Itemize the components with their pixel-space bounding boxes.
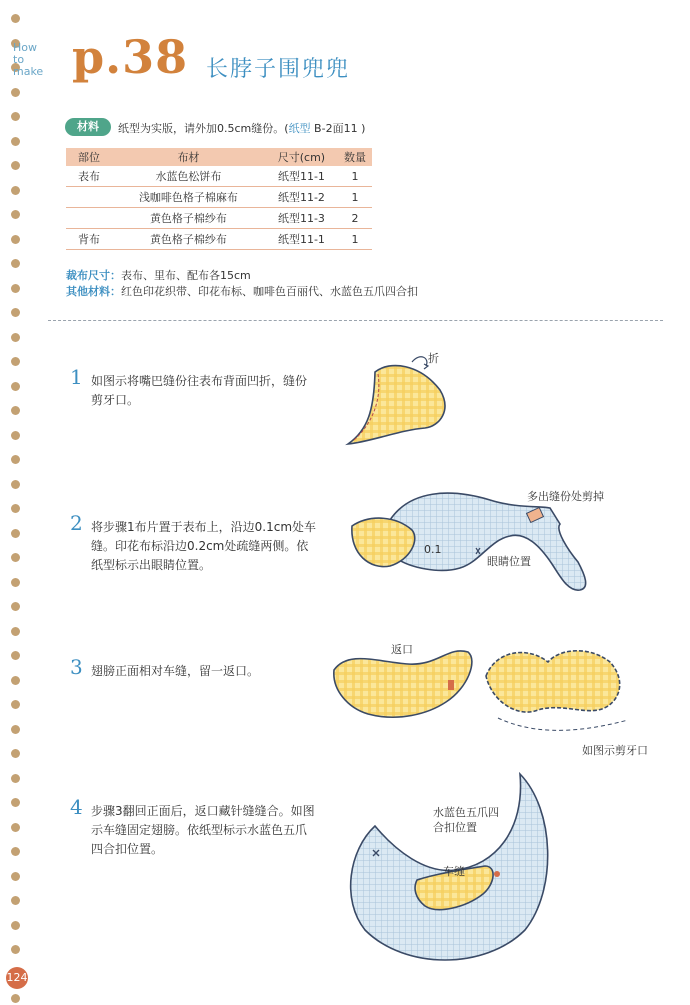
- cell-part: [66, 187, 112, 208]
- binding-dots: [11, 0, 25, 1005]
- page-number: 124: [6, 967, 28, 989]
- binding-dot: [11, 259, 20, 268]
- cell-size: 纸型11-1: [265, 166, 338, 187]
- table-row: [66, 229, 372, 250]
- binding-dot: [11, 823, 20, 832]
- step-1-illustration: [330, 350, 490, 460]
- binding-dot: [11, 137, 20, 146]
- cell-size: 纸型11-3: [265, 208, 338, 229]
- binding-dot: [11, 676, 20, 685]
- step-text: 步骤3翻回正面后，返口藏针缝缝合。如图示车缝固定翅膀。依纸型标示水蓝色五爪四合扣位置。: [91, 804, 315, 856]
- cell-qty: 1: [338, 187, 372, 208]
- binding-dot: [11, 382, 20, 391]
- cut-size-line: [66, 268, 418, 284]
- cell-part: 背布: [66, 229, 112, 250]
- binding-dot: [11, 480, 20, 489]
- cell-fabric: 黄色格子棉纱布: [112, 229, 265, 250]
- binding-dot: [11, 774, 20, 783]
- binding-dot: [11, 700, 20, 709]
- table-row: [66, 208, 372, 229]
- cell-fabric: 水蓝色松饼布: [112, 166, 265, 187]
- binding-dot: [11, 284, 20, 293]
- materials-note: [118, 120, 365, 136]
- cell-qty: 2: [338, 208, 372, 229]
- section-divider: [48, 320, 663, 321]
- binding-dot: [11, 186, 20, 195]
- binding-dot: [11, 578, 20, 587]
- note-prefix: 纸型为实版，请外加0.5cm缝份。(: [118, 122, 289, 135]
- materials-badge: 材料: [65, 118, 111, 136]
- table-row: [66, 166, 372, 187]
- seam-label: 0.1: [424, 543, 442, 556]
- cell-size: 纸型11-1: [265, 229, 338, 250]
- binding-dot: [11, 431, 20, 440]
- return-opening-label: 返口: [391, 643, 413, 656]
- table-header-row: [66, 148, 372, 166]
- notch-label: 如图示剪牙口: [582, 744, 648, 757]
- other-materials-label: 其他材料：: [66, 285, 121, 298]
- binding-dot: [11, 872, 20, 881]
- binding-dot: [11, 504, 20, 513]
- table-row: [66, 187, 372, 208]
- binding-dot: [11, 553, 20, 562]
- cell-qty: 1: [338, 166, 372, 187]
- cut-extra-label: 多出缝份处剪掉: [527, 490, 604, 503]
- cut-size-text: 表布、里布、配布各15cm: [121, 269, 251, 282]
- cell-part: 表布: [66, 166, 112, 187]
- binding-dot: [11, 235, 20, 244]
- binding-dot: [11, 749, 20, 758]
- binding-dot: [11, 847, 20, 856]
- note-pattern: 纸型: [288, 122, 311, 135]
- col-header: 布材: [112, 148, 265, 166]
- step-4: [70, 795, 317, 859]
- binding-dot: [11, 994, 20, 1003]
- page-reference: p.38: [72, 30, 189, 84]
- binding-dot: [11, 455, 20, 464]
- col-header: 尺寸(cm): [265, 148, 338, 166]
- note-suffix: B-2面11 ): [310, 122, 366, 135]
- step-3-illustration: [328, 640, 648, 745]
- step-3: [70, 655, 317, 681]
- how-to-make-label: How to make: [13, 41, 44, 78]
- page-title: 长脖子围兜兜: [206, 57, 351, 82]
- step-1: [70, 365, 317, 410]
- step-text: 翅膀正面相对车缝，留一返口。: [91, 664, 260, 678]
- col-header: 数量: [338, 148, 372, 166]
- other-materials-line: [66, 284, 418, 300]
- binding-dot: [11, 627, 20, 636]
- eye-position-label: 眼睛位置: [487, 555, 531, 568]
- fold-label: 折: [428, 352, 439, 365]
- binding-dot: [11, 112, 20, 121]
- binding-dot: [11, 333, 20, 342]
- step-number: 4: [70, 795, 83, 819]
- binding-dot: [11, 896, 20, 905]
- col-header: 部位: [66, 148, 112, 166]
- snap-label: 水蓝色五爪四合扣位置: [433, 806, 499, 834]
- step-number: 3: [70, 655, 83, 679]
- cell-part: [66, 208, 112, 229]
- cut-size-label: 裁布尺寸：: [66, 269, 121, 282]
- step-number: 2: [70, 511, 83, 535]
- binding-dot: [11, 308, 20, 317]
- cell-fabric: 黄色格子棉纱布: [112, 208, 265, 229]
- binding-dot: [11, 161, 20, 170]
- cell-qty: 1: [338, 229, 372, 250]
- binding-dot: [11, 725, 20, 734]
- sew-label: 车缝: [443, 865, 465, 878]
- step-number: 1: [70, 365, 83, 389]
- step-2: [70, 511, 317, 575]
- materials-table: [66, 148, 372, 250]
- binding-dot: [11, 945, 20, 954]
- binding-dot: [11, 14, 20, 23]
- binding-dot: [11, 88, 20, 97]
- cell-size: 纸型11-2: [265, 187, 338, 208]
- cell-fabric: 浅咖啡色格子棉麻布: [112, 187, 265, 208]
- binding-dot: [11, 921, 20, 930]
- binding-dot: [11, 529, 20, 538]
- binding-dot: [11, 602, 20, 611]
- binding-dot: [11, 651, 20, 660]
- binding-dot: [11, 210, 20, 219]
- step-text: 将步骤1布片置于表布上，沿边0.1cm处车缝。印花布标沿边0.2cm处疏缝两侧。依纸型标示出眼睛位置。: [91, 520, 317, 572]
- binding-dot: [11, 798, 20, 807]
- binding-dot: [11, 406, 20, 415]
- other-materials-text: 红色印花织带、印花布标、咖啡色百丽代、水蓝色五爪四合扣: [121, 285, 418, 298]
- binding-dot: [11, 357, 20, 366]
- cutting-info: [66, 268, 418, 300]
- step-text: 如图示将嘴巴缝份往表布背面凹折，缝份剪牙口。: [91, 374, 308, 407]
